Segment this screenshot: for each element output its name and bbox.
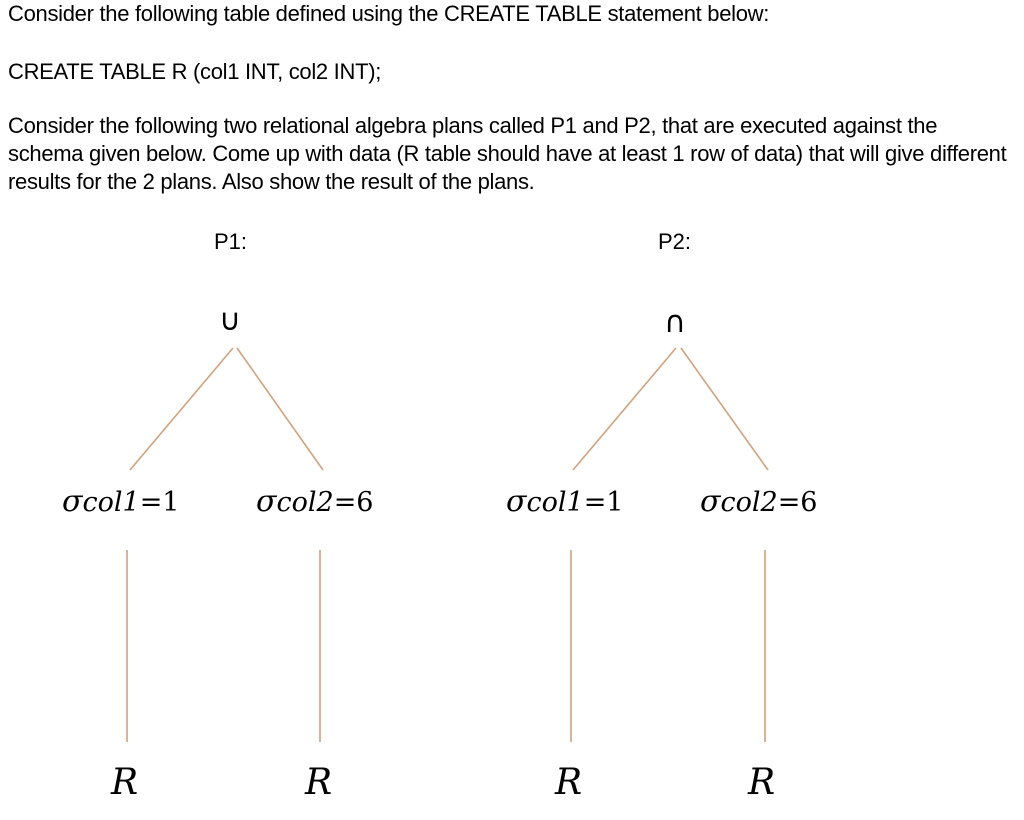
p2-edge-intersect-left [573, 348, 676, 470]
create-table-statement: CREATE TABLE R (col1 INT, col2 INT); [8, 59, 382, 84]
plan-p1-label: P1: [214, 229, 248, 254]
p2-edge-intersect-right [681, 348, 768, 470]
p1-right-selection [256, 484, 374, 519]
p2-left-relation: R [555, 762, 583, 803]
p1-left-selection [62, 484, 180, 519]
sigma-symbol: σ [506, 484, 527, 519]
selection-predicate: =1 [139, 487, 180, 518]
sigma-symbol: σ [700, 484, 721, 519]
selection-column: col1 [526, 487, 584, 518]
p1-edge-union-right [237, 348, 323, 470]
plan-p2-label: P2: [658, 229, 692, 254]
p2-left-selection [506, 484, 624, 519]
selection-column: col1 [82, 487, 140, 518]
p1-edge-union-left [130, 348, 233, 470]
intersection-operator: ∩ [664, 305, 686, 340]
sigma-symbol: σ [62, 484, 83, 519]
p1-right-relation: R [305, 762, 333, 803]
selection-column: col2 [720, 487, 778, 518]
sigma-symbol: σ [256, 484, 277, 519]
intro-text: Consider the following table defined using the CREATE TABLE statement below: [8, 1, 770, 26]
p1-left-relation: R [111, 762, 139, 803]
selection-predicate: =6 [333, 487, 374, 518]
p2-right-selection [700, 484, 818, 519]
p2-right-relation: R [748, 762, 776, 803]
selection-predicate: =1 [583, 487, 624, 518]
union-operator: ∪ [219, 303, 241, 338]
selection-predicate: =6 [777, 487, 818, 518]
selection-column: col2 [276, 487, 334, 518]
task-description: Consider the following two relational algebra plans called P1 and P2, that are executed against the schema given below. Come up with data (R table should have at least 1 row of data) that will give different results for the 2 plans. Also show the result of the plans. [8, 113, 1007, 194]
